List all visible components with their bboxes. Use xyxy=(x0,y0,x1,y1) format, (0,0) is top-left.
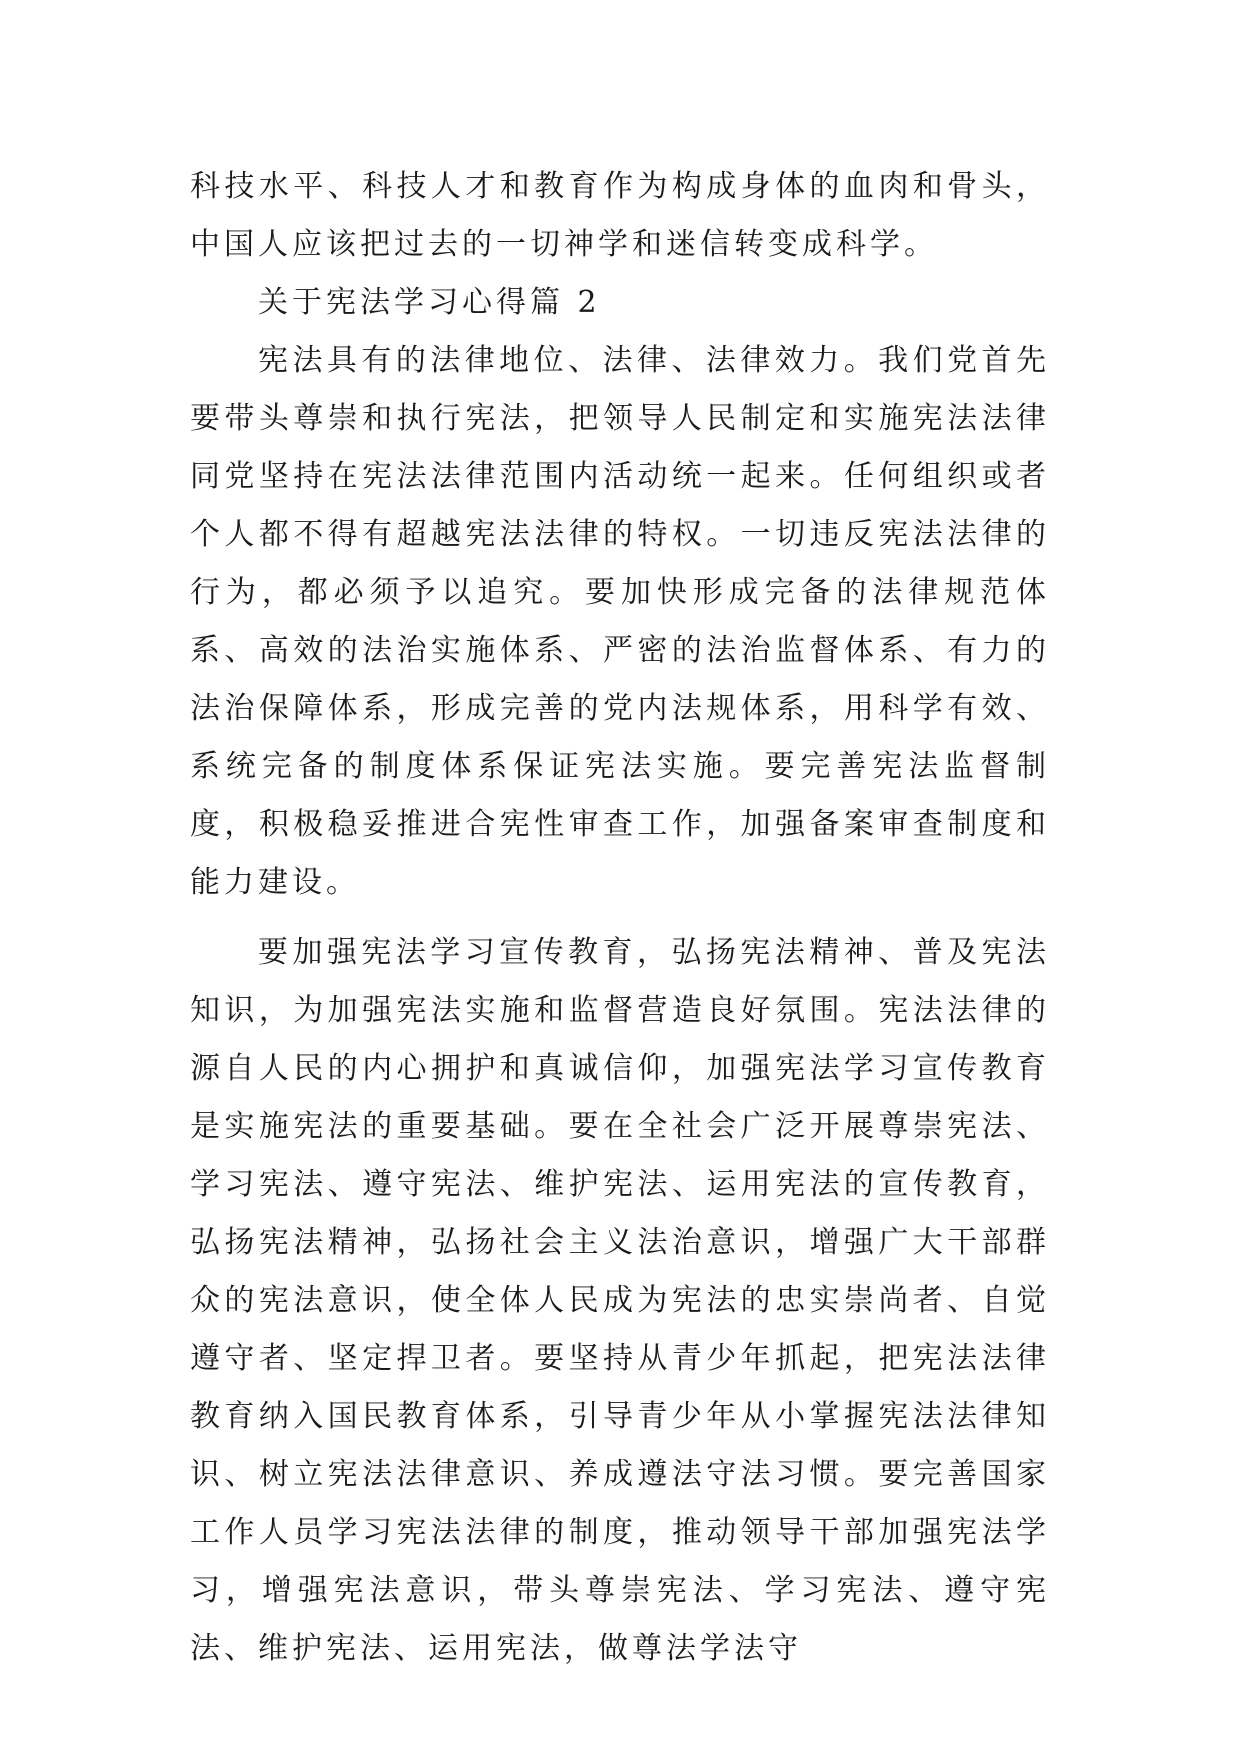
paragraph: 宪法具有的法律地位、法律、法律效力。我们党首先要带头尊崇和执行宪法，把领导人民制定和实施宪法法律同党坚持在宪法法律范围内活动统一起来。任何组织或者个人都不得有超越宪法法律的特权。一切违反宪法法律的行为，都必须予以追究。要加快形成完备的法律规范体系、高效的法治实施体系、严密的法治监督体系、有力的法治保障体系，形成完善的党内法规体系，用科学有效、系统完备的制度体系保证宪法实施。要完善宪法监督制度，积极稳妥推进合宪性审查工作，加强备案审查制度和能力建设。 xyxy=(190,343,1050,900)
section-heading: 关于宪法学习心得篇 2 xyxy=(258,285,601,320)
paragraph: 要加强宪法学习宣传教育，弘扬宪法精神、普及宪法知识，为加强宪法实施和监督营造良好氛围。宪法法律的源自人民的内心拥护和真诚信仰，加强宪法学习宣传教育是实施宪法的重要基础。要在全社会广泛开展尊崇宪法、学习宪法、遵守宪法、维护宪法、运用宪法的宣传教育，弘扬宪法精神，弘扬社会主义法治意识，增强广大干部群众的宪法意识，使全体人民成为宪法的忠实崇尚者、自觉遵守者、坚定捍卫者。要坚持从青少年抓起，把宪法法律教育纳入国民教育体系，引导青少年从小掌握宪法法律知识、树立宪法法律意识、养成遵法守法习惯。要完善国家工作人员学习宪法法律的制度，推动领导干部加强宪法学习，增强宪法意识，带头尊崇宪法、学习宪法、遵守宪法、维护宪法、运用宪法，做尊法学法守 xyxy=(190,935,1050,1666)
paragraph-continuation: 科技水平、科技人才和教育作为构成身体的血肉和骨头，中国人应该把过去的一切神学和迷信转变成科学。 xyxy=(190,169,1050,262)
document-body xyxy=(190,158,1050,1678)
